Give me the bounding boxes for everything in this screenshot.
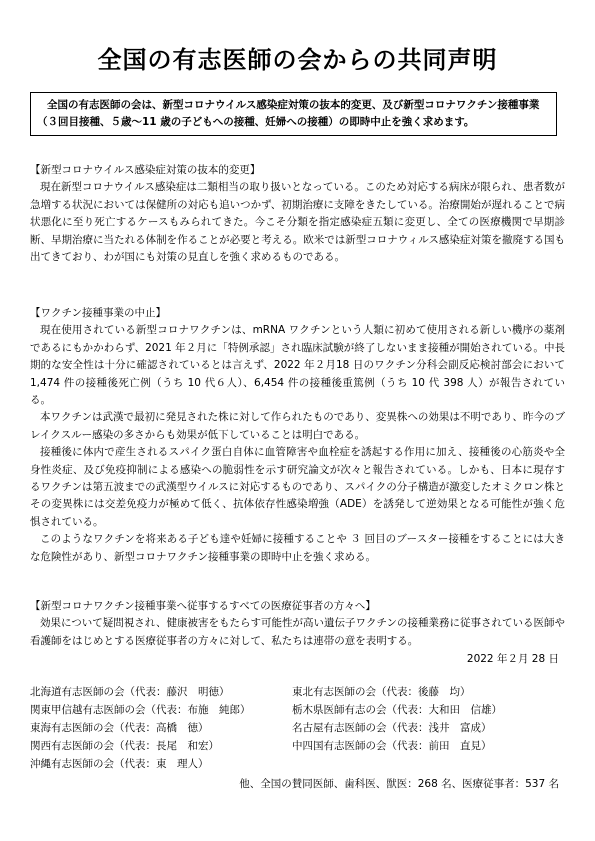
statement-date: 2022 年２月 28 日	[466, 653, 559, 665]
signatory-row	[30, 683, 570, 701]
signatory-row	[30, 719, 570, 737]
summary-box	[30, 92, 557, 136]
section-paragraph: 現在新型コロナウイルス感染症は二類相当の取り扱いとなっている。このため対応する病床が限られ、患者数が急増する状況においては保健所の対応も追いつかず、初期治療に支障をきたしている。治療開始が遅れることで病状悪化に至り死亡するケースもみられてきた。今こそ分類を指定感染症五類に変更し、全ての医療機関で早期診断、早期治療に当たれる体制を作ることが必要と考える。欧米では新型コロナウィルス感染症対策を撤廃する国も出てきており、わが国にも対策の見直しを強く求めるものである。	[30, 181, 565, 264]
signatory-list	[30, 683, 570, 773]
section-paragraph: このようなワクチンを将来ある子ども達や妊婦に接種することや ３ 回目のブースター接種をすることには大きな危険性があり、新型コロナワクチン接種事業の即時中止を強く求める。	[30, 533, 565, 563]
signatory: 関東甲信越有志医師の会（代表：布施 純郎）	[30, 704, 251, 716]
section-heading: 【新型コロナワクチン接種事業へ従事するすべての医療従事者の方々へ】	[30, 600, 376, 612]
signatory: 沖縄有志医師の会（代表：東 理人）	[30, 758, 209, 770]
signatory: 東海有志医師の会（代表：高橋 徳）	[30, 722, 209, 734]
section-paragraph: 現在使用されている新型コロナワクチンは、mRNA ワクチンという人類に初めて使用される新しい機序の薬剤であるにもかかわらず、2021 年２月に「特例承認」され臨床試験が終了しないまま接種が開始されている。中長期的な安全性は十分に確認されているとは言えず、2022 年２月18 日のワクチン分科会副反応検討部会において 1,474 件の接種後死亡例（うち 10 代６人）、6,454 件の接種後重篤例（うち 10 代 398 人）が報告されている。	[30, 324, 565, 407]
section-paragraph: 効果について疑問視され、健康被害をもたらす可能性が高い遺伝子ワクチンの接種業務に従事されている医師や看護師をはじめとする医療従事者の方々に対して、私たちは連帯の意を表明する。	[30, 617, 565, 647]
signatory: 名古屋有志医師の会（代表：浅井 富成）	[292, 722, 492, 734]
section-vaccine-halt	[30, 305, 565, 566]
signatory: 北海道有志医師の会（代表：藤沢 明徳）	[30, 686, 230, 698]
section-policy-change	[30, 162, 565, 266]
signatory: 栃木県医師有志の会（代表：大和田 信雄）	[292, 704, 502, 716]
signatory-row	[30, 755, 570, 773]
section-healthcare-workers	[30, 598, 565, 650]
section-paragraph: 接種後に体内で産生されるスパイク蛋白自体に血管障害や血栓症を誘起する作用に加え、接種後の心筋炎や全身性炎症、及び免疫抑制による感染への脆弱性を示す研究論文が次々と報告されている。しかも、日本に現存するワクチンは第五波までの武漢型ウイルスに対応するものであり、スパイクの分子構造が激変したオミクロン株とその変異株には交差免疫力が極めて低く、抗体依存性感染増強（ADE）を誘発して逆効果となる可能性が強く危惧されている。	[30, 446, 565, 528]
signatory-row	[30, 701, 570, 719]
signatory	[292, 755, 570, 773]
section-heading: 【ワクチン接種事業の中止】	[30, 307, 166, 319]
supporters-count: 他、全国の賛同医師、歯科医、獣医：268 名、医療従事者：537 名	[239, 778, 559, 790]
signatory: 東北有志医師の会（代表：後藤 均）	[292, 686, 471, 698]
signatory: 中四国有志医師の会（代表：前田 直見）	[292, 740, 492, 752]
section-paragraph: 本ワクチンは武漢で最初に発見された株に対して作られたものであり、変異株への効果は不明であり、昨今のブレイクスルー感染の多さからも効果が低下していることは明白である。	[30, 411, 565, 441]
section-heading: 【新型コロナウイルス感染症対策の抜本的変更】	[30, 164, 261, 176]
summary-text: 全国の有志医師の会は、新型コロナウイルス感染症対策の抜本的変更、及び新型コロナワクチン接種事業（３回目接種、５歳〜11 歳の子どもへの接種、妊婦への接種）の即時中止を強く求めます。	[37, 99, 540, 128]
signatory-row	[30, 737, 570, 755]
document-title: 全国の有志医師の会からの共同声明	[97, 46, 498, 74]
signatory: 関西有志医師の会（代表：長尾 和宏）	[30, 740, 219, 752]
